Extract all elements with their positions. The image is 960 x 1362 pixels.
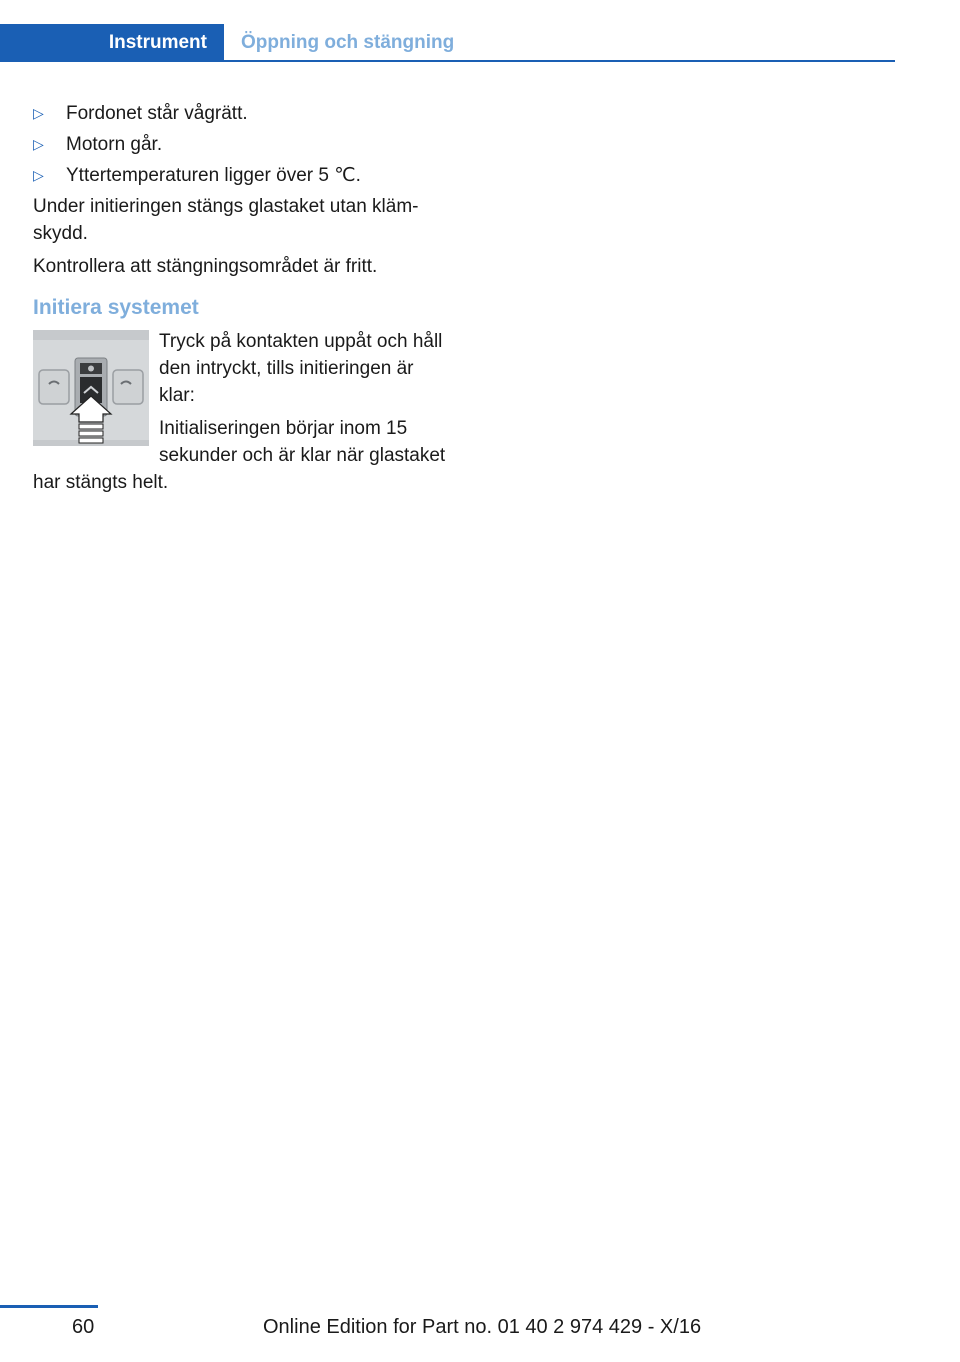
list-item-text: Motorn går. xyxy=(66,134,163,155)
instruction-text: Initialiseringen börjar inom 15 sekunder och är klar när glastaket har stängts helt. xyxy=(33,418,446,493)
footer-rule xyxy=(0,1305,98,1308)
section-body xyxy=(33,328,453,496)
tab-instrument[interactable]: Instrument xyxy=(0,24,224,62)
header-rule xyxy=(0,60,895,62)
page-number: 60 xyxy=(72,1316,95,1338)
list-item xyxy=(33,131,453,158)
list-item-text: Fordonet står vågrätt. xyxy=(66,103,248,124)
switch-panel-icon xyxy=(33,330,149,446)
list-item-text: Yttertemperaturen ligger över 5 ℃. xyxy=(66,165,361,186)
main-content xyxy=(33,100,453,502)
paragraph: Kontrollera att stängningsområdet är fritt. xyxy=(33,256,378,277)
page-header xyxy=(0,24,895,62)
list-item xyxy=(33,162,453,189)
list-item xyxy=(33,100,453,127)
roof-switch-illustration xyxy=(33,330,149,446)
paragraph: Under initieringen stängs glastaket utan klämskydd. xyxy=(33,196,419,244)
triangle-bullet-icon: ▷ xyxy=(33,167,44,183)
section-heading: Initiera systemet xyxy=(33,296,199,319)
triangle-bullet-icon: ▷ xyxy=(33,105,44,121)
triangle-bullet-icon: ▷ xyxy=(33,136,44,152)
tab-oppning-och-stangning[interactable]: Öppning och stängning xyxy=(241,32,455,53)
footer-edition-text: Online Edition for Part no. 01 40 2 974 429 - X/16 xyxy=(263,1316,702,1338)
instruction-text: Tryck på kontakten uppåt och håll den intryckt, tills initieringen är klar: xyxy=(159,331,443,406)
